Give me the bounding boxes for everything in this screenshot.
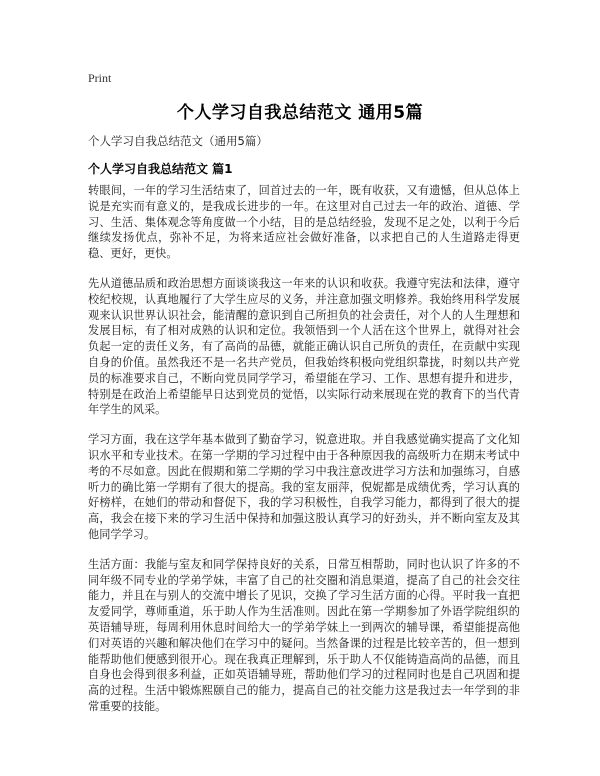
paragraph: 先从道德品质和政治思想方面谈谈我这一年来的认识和收获。我遵守宪法和法律，遵守校纪校规，认真地履行了大学生应尽的义务，并注意加强文明修养。我始终用科学发展观来认识世界认识社会，能清醒的意识到自己所担负的社会责任，对个人的人生理想和发展目标，有了相对成熟的认识和定位。我领悟到一个人活在这个世界上，就得对社会负起一定的责任义务，有了高尚的品德，就能正确认识自己所负的责任，在贡献中实现自身的价值。虽然我还不是一名共产党员，但我始终积极向党组织靠拢，时刻以共产党员的标准要求自己，不断向党员同学学习，希望能在学习、工作、思想有提升和进步，特别是在政治上希望能早日达到党员的觉悟，以实际行动来展现在党的教育下的当代青年学生的风采。 <box>88 276 520 417</box>
print-label: Print <box>88 71 112 85</box>
page-title: 个人学习自我总结范文 通用5篇 <box>176 103 424 123</box>
section-heading: 个人学习自我总结范文 篇1 <box>88 162 233 176</box>
document-subtitle: 个人学习自我总结范文（通用5篇） <box>88 134 268 148</box>
paragraph: 转眼间，一年的学习生活结束了，回首过去的一年，既有收获，又有遗憾，但从总体上说是充实而有意义的，是我成长进步的一年。在这里对自己过去一年的政治、道德、学习、生活、集体观念等角度做一个小结，目的是总结经验，发现不足之处，以利于今后继续发扬优点，弥补不足，为将来适应社会做好准备，以求把自己的人生道路走得更稳、更好，更快。 <box>88 184 520 261</box>
paragraph: 学习方面，我在这学年基本做到了勤奋学习，锐意进取。并自我感觉确实提高了文化知识水平和专业技术。在第一学期的学习过程中由于各种原因我的高级听力在期末考试中考的不尽如意。因此在假期和第二学期的学习中我注意改进学习方法和加强练习，自感听力的确比第一学期有了很大的提高。我的室友丽萍，倪妮都是成绩优秀，学习认真的好榜样，在她们的带动和督促下，我的学习积极性，自我学习能力，都得到了很大的提高，我会在接下来的学习生活中保持和加强这股认真学习的好劲头，并不断向室友及其他同学学习。 <box>88 433 520 541</box>
document-body <box>88 183 520 729</box>
paragraph: 生活方面：我能与室友和同学保持良好的关系，日常互相帮助，同时也认识了许多的不同年级不同专业的学弟学妹，丰富了自己的社交圈和消息渠道，提高了自己的社会交往能力，并且在与别人的交流中增长了见识，交换了学习生活方面的心得。平时我一直把友爱同学，尊师重道，乐于助人作为生活准则。因此在第一学期参加了外语学院组织的英语辅导班，每周利用休息时间给大一的学弟学妹上一到两次的辅导课，希望能提高他们对英语的兴趣和解决他们在学习中的疑问。当然备课的过程是比较辛苦的，但一想到能帮助他们便感到很开心。现在我真正理解到，乐于助人不仅能铸造高尚的品德，而且自身也会得到很多利益，正如英语辅导班，帮助他们学习的过程同时也是自己巩固和提高的过程。生活中锻炼熙颐自己的能力，提高自己的社交能力这是我过去一年学到的非常重要的技能。 <box>88 557 520 713</box>
